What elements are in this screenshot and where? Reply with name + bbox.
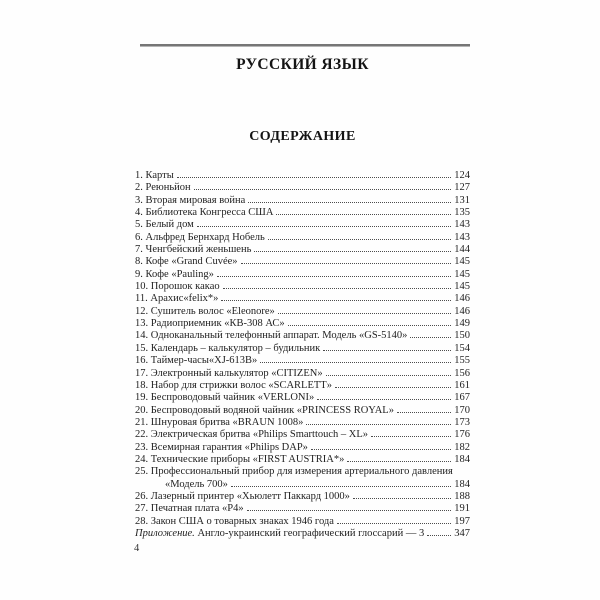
toc-item: «Модель 700» 184 [165,478,470,490]
toc-item: 9. Кофе «Pauling» 145 [135,268,470,280]
content-column [135,0,470,600]
toc-item: 22. Электрическая бритва «Philips Smarttouch – XL» 176 [135,429,470,441]
toc-item: Приложение. Англо-украинский географический глоссарий — 3 347 [135,527,470,539]
toc-item: 20. Беспроводовый водяной чайник «PRINCESS ROYAL» 170 [135,404,470,416]
toc-item: 16. Таймер-часы«XJ-613B» 155 [135,355,470,367]
toc-item: 14. Одноканальный телефонный аппарат. Модель «GS-5140» 150 [135,330,470,342]
toc-item: 23. Всемирная гарантия «Philips DAP» 182 [135,441,470,453]
toc-item: 18. Набор для стрижки волос «SCARLETT» 161 [135,379,470,391]
toc-item: 26. Лазерный принтер «Хьюлетт Паккард 1000» 188 [135,490,470,502]
toc-item: 12. Сушитель волос «Eleonore» 146 [135,305,470,317]
toc-item: 21. Шнуровая бритва «BRAUN 1008» 173 [135,416,470,428]
toc-item: 8. Кофе «Grand Cuvée» 145 [135,256,470,268]
toc-item: 24. Технические приборы «FIRST AUSTRIA*» 184 [135,453,470,465]
toc-item: 7. Ченгбейский женьшень 144 [135,244,470,256]
header-rule [140,44,470,47]
page-number: 4 [134,543,140,554]
toc-item: 13. Радиоприемник «КВ-308 АС» 149 [135,318,470,330]
toc-item: 3. Вторая мировая война 131 [135,194,470,206]
toc-item: 27. Печатная плата «Р4» 191 [135,503,470,515]
toc-item: 2. Реюньйон 127 [135,182,470,194]
toc-item: 5. Белый дом 143 [135,219,470,231]
toc-item: 10. Порошок какао 145 [135,281,470,293]
toc-item: 11. Арахис«felix*» 146 [135,293,470,305]
page-title: РУССКИЙ ЯЗЫК [236,56,369,73]
toc-item: 19. Беспроводовый чайник «VERLONI» 167 [135,392,470,404]
toc-item: 4. Библиотека Конгресса США 135 [135,207,470,219]
toc-item: 25. Профессиональный прибор для измерения артериального давления [135,466,453,478]
toc-item: 6. Альфред Бернхард Нобель 143 [135,231,470,243]
toc-item: 1. Карты 124 [135,170,470,181]
toc-list [135,170,470,540]
toc-item: 17. Электронный калькулятор «CITIZEN» 156 [135,367,470,379]
toc-item: 15. Календарь – калькулятор – будильник 154 [135,342,470,354]
toc-item: 28. Закон США о товарных знаках 1946 года 197 [135,515,470,527]
contents-heading: СОДЕРЖАНИЕ [249,129,356,144]
